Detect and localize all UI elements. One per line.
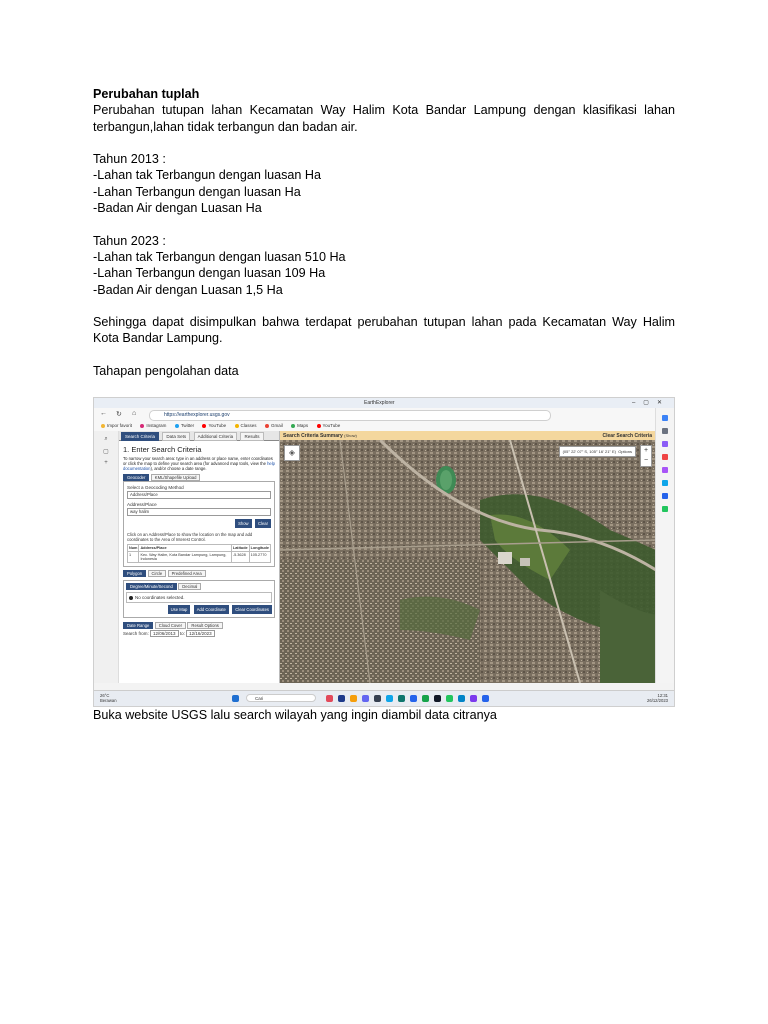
windows-start-icon[interactable] <box>232 695 239 702</box>
address-label: Address/Place <box>127 502 157 507</box>
sidebar-app-icon[interactable] <box>662 506 668 512</box>
taskbar-app-icon[interactable] <box>398 695 405 702</box>
year-2013-item: -Lahan Terbangun dengan luasan Ha <box>93 184 301 199</box>
browser-titlebar <box>94 398 674 408</box>
tab-circle[interactable]: Circle <box>148 570 167 577</box>
weather-widget[interactable]: 26°C Berawan <box>100 693 117 703</box>
tab-geocoder[interactable]: Geocoder <box>123 474 149 481</box>
steps-heading: Tahapan pengolahan data <box>93 364 239 379</box>
sidebar-app-icon[interactable] <box>662 467 668 473</box>
coordinates-box <box>123 580 275 618</box>
taskbar-app-icon[interactable] <box>338 695 345 702</box>
tab-icon[interactable]: ▢ <box>103 449 109 455</box>
search-panel <box>119 431 280 683</box>
folder-icon[interactable] <box>350 695 357 702</box>
address-bar[interactable] <box>149 410 551 421</box>
url-text: https://earthexplorer.usgs.gov <box>164 412 230 418</box>
shape-subtabs <box>123 570 275 577</box>
coordinate-buttons <box>126 605 272 615</box>
search-from-input[interactable]: 12/06/2013 <box>150 630 179 637</box>
sidebar-app-icon[interactable] <box>662 415 668 421</box>
sidebar-app-icon[interactable] <box>662 428 668 434</box>
search-to-input[interactable]: 12/16/2023 <box>186 630 215 637</box>
taskbar-app-icon[interactable] <box>362 695 369 702</box>
bookmark-item[interactable]: Maps <box>291 423 308 428</box>
panel-heading: 1. Enter Search Criteria <box>123 445 202 454</box>
excel-icon[interactable] <box>422 695 429 702</box>
conclusion-paragraph: Sehingga dapat disimpulkan bahwa terdapat perubahan tutupan lahan pada Kecamatan Way Halim Kota Bandar Lampung. <box>93 315 675 346</box>
browser-sidebar <box>94 431 119 683</box>
system-clock[interactable]: 12:31 26/12/2023 <box>647 693 668 703</box>
instagram-icon <box>140 424 144 428</box>
zoom-control <box>640 445 652 467</box>
word-icon[interactable] <box>482 695 489 702</box>
maps-icon <box>291 424 295 428</box>
bookmark-item[interactable]: Gmail <box>265 423 283 428</box>
gmail-icon <box>265 424 269 428</box>
tab-result-options[interactable]: Result Options <box>187 622 222 629</box>
bookmark-item[interactable]: YouTube <box>317 423 341 428</box>
satellite-map[interactable] <box>280 440 656 683</box>
twitter-icon <box>175 424 179 428</box>
tab-predefined-area[interactable]: Predefined Area <box>168 570 206 577</box>
bookmark-icon <box>101 424 105 428</box>
sidebar-app-icon[interactable] <box>662 480 668 486</box>
layers-icon[interactable]: ◈ <box>284 445 300 461</box>
clear-search-criteria-link[interactable]: Clear Search Criteria <box>602 433 652 439</box>
document-heading: Perubahan tuplah <box>93 87 200 101</box>
back-icon[interactable]: ← <box>100 410 107 417</box>
taskbar-app-icon[interactable] <box>470 695 477 702</box>
tab-date-range[interactable]: Date Range <box>123 622 153 629</box>
bookmark-item[interactable]: Impor favorit <box>101 423 132 428</box>
bookmark-item[interactable]: YouTube <box>202 423 226 428</box>
edge-sidebar <box>655 408 674 683</box>
help-link[interactable]: help documentation <box>123 461 276 471</box>
search-from-label: Search from: <box>123 631 149 636</box>
year-2013-item: -Lahan tak Terbangun dengan luasan Ha <box>93 168 322 183</box>
help-text: To narrow your search area: type in an address or place name, enter coordinates or click the map to define your search area (for advanced map tools, view the help documentation), and/or choose a date range. <box>123 456 276 471</box>
address-input[interactable]: way halim <box>127 508 271 516</box>
taskbar-search[interactable]: Cari <box>246 694 316 702</box>
geocode-results-table <box>127 544 271 563</box>
sidebar-app-icon[interactable] <box>662 454 668 460</box>
date-range-row <box>123 631 275 636</box>
intro-paragraph: Perubahan tutupan lahan Kecamatan Way Halim Kota Bandar Lampung dengan klasifikasi lahan terbangun,lahan tidak terbangun dan badan air. <box>93 103 675 134</box>
search-summary[interactable]: Search Criteria Summary (Show) <box>283 433 357 439</box>
bullet-icon <box>129 596 133 600</box>
options-link[interactable]: Options <box>618 449 632 454</box>
year-2013-item: -Badan Air dengan Luasan Ha <box>93 201 262 216</box>
map-area <box>280 431 656 683</box>
year-2023-item: -Lahan Terbangun dengan luasan 109 Ha <box>93 266 326 281</box>
youtube-icon <box>317 424 321 428</box>
zoom-in-icon[interactable]: + <box>643 447 649 454</box>
sidebar-app-icon[interactable] <box>662 441 668 447</box>
year-2023-label: Tahun 2023 : <box>93 233 166 248</box>
geocoding-method-label: Select a Geocoding Method <box>127 485 184 490</box>
table-header: Longitude <box>250 546 269 550</box>
classes-icon <box>235 424 239 428</box>
search-to-label: to: <box>179 631 185 636</box>
windows-taskbar <box>94 690 674 706</box>
tab-search-criteria[interactable]: Search Criteria <box>121 432 159 441</box>
taskbar-app-icon[interactable] <box>446 695 453 702</box>
year-2013-label: Tahun 2013 : <box>93 152 166 167</box>
address-buttons <box>127 519 271 529</box>
date-subtabs <box>123 622 275 629</box>
year-2023-item: -Badan Air dengan Luasan 1,5 Ha <box>93 282 283 297</box>
add-coordinate-button[interactable]: Add Coordinate <box>194 605 229 614</box>
search-icon[interactable]: ⌕ <box>104 436 108 442</box>
taskbar-app-icon[interactable] <box>326 695 333 702</box>
taskbar-app-icon[interactable] <box>434 695 441 702</box>
geocoding-method-select[interactable]: Address/Place <box>127 491 271 499</box>
table-header: Latitude <box>232 546 248 550</box>
show-button[interactable]: Show <box>235 519 251 528</box>
geocoder-box <box>123 481 275 567</box>
bookmark-item[interactable]: Twitter <box>175 423 194 428</box>
clear-button[interactable]: Clear <box>255 519 271 528</box>
embedded-screenshot <box>93 397 675 707</box>
edge-icon[interactable] <box>386 695 393 702</box>
table-header: Num <box>129 546 138 550</box>
tab-polygon[interactable]: Polygon <box>123 570 146 577</box>
use-map-button[interactable]: Use Map <box>168 605 191 614</box>
taskbar-app-icon[interactable] <box>410 695 417 702</box>
screenshot-caption: Buka website USGS lalu search wilayah yang ingin diambil data citranya <box>93 708 497 722</box>
no-coordinates-message: No coordinates selected. <box>126 592 272 603</box>
tab-dms[interactable]: Degree/Minute/Second <box>126 583 177 590</box>
document-body <box>93 86 675 379</box>
zoom-out-icon[interactable]: − <box>643 457 649 464</box>
map-header <box>280 431 656 440</box>
tab-additional-criteria[interactable]: Additional Criteria <box>194 432 238 441</box>
clear-coordinates-button[interactable]: Clear Coordinates <box>232 605 272 614</box>
sidebar-app-icon[interactable] <box>662 493 668 499</box>
panel-tabs <box>119 431 279 441</box>
satellite-imagery <box>280 440 656 683</box>
tab-results[interactable]: Results <box>240 432 263 441</box>
reload-icon[interactable]: ↻ <box>116 411 122 418</box>
taskbar-app-icon[interactable] <box>458 695 465 702</box>
youtube-icon <box>202 424 206 428</box>
table-row[interactable]: 1 Kec. Way Halim, Kota Bandar Lampung, Lampung, Indonesia -5.3628 105.2770 <box>128 552 271 563</box>
tab-data-sets[interactable]: Data Sets <box>162 432 190 441</box>
tab-decimal[interactable]: Decimal <box>178 583 201 590</box>
window-title: EarthExplorer <box>364 400 395 406</box>
coordinate-readout: (05° 22' 07" S, 105° 16' 21" E) Options <box>559 446 636 457</box>
taskbar-app-icon[interactable] <box>374 695 381 702</box>
tab-cloud-cover[interactable]: Cloud Cover <box>155 622 186 629</box>
tab-kml-upload[interactable]: KML/Shapefile Upload <box>151 474 201 481</box>
window-controls[interactable]: –▢✕ <box>631 400 670 406</box>
table-header: Address/Place <box>139 545 231 552</box>
geocoder-subtabs <box>123 474 275 481</box>
bookmark-item[interactable]: Instagram <box>140 423 166 428</box>
plus-icon[interactable]: + <box>104 460 108 466</box>
summary-toggle: (Show) <box>344 433 357 438</box>
home-icon[interactable]: ⌂ <box>132 410 137 417</box>
click-note: Click on an Address/Place to show the location on the map and add coordinates to the Area of Interest Control. <box>127 532 253 542</box>
bookmark-item[interactable]: Classes <box>235 423 257 428</box>
year-2023-item: -Lahan tak Terbangun dengan luasan 510 Ha <box>93 249 346 264</box>
browser-navbar <box>94 408 674 421</box>
